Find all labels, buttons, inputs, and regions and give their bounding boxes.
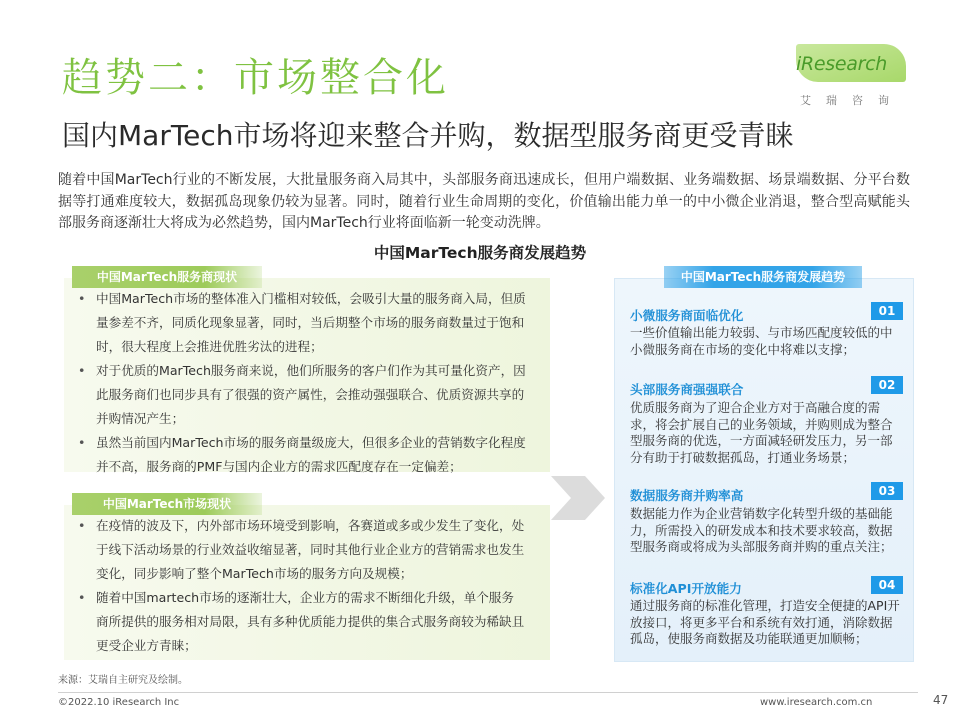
page-subtitle: 国内MarTech市场将迎来整合并购，数据型服务商更受青睐	[62, 119, 794, 152]
bullet-icon: •	[78, 518, 86, 533]
trend-title: 头部服务商强强联合	[630, 382, 744, 397]
bullet-icon: •	[78, 590, 86, 605]
bullet-icon: •	[78, 363, 86, 378]
service-provider-status-list	[76, 287, 526, 479]
bullet-icon: •	[78, 291, 86, 306]
list-item-text: 在疫情的波及下，内外部市场环境受到影响，各赛道或多或少发生了变化，处于线下活动场景的行业效益收缩显著，同时其他行业企业方的营销需求也发生变化，同步影响了整个MarTech市场的服务方向及规模；	[96, 518, 525, 581]
list-item	[76, 514, 526, 586]
list-item	[76, 359, 526, 431]
trend-text: 数据能力作为企业营销数字化转型升级的基础能力，所需投入的研发成本和技术要求较高，数据型服务商或将成为头部服务商并购的重点关注；	[630, 506, 893, 554]
intro-paragraph: 随着中国MarTech行业的不断发展，大批量服务商入局其中，头部服务商迅速成长，但用户端数据、业务端数据、场景端数据、分平台数据等打通难度较大，数据孤岛现象仍较为显著。同时，随着行业生命周期的变化，价值输出能力单一的中小微企业消退，整合型高赋能头部服务商逐渐壮大将成为必然趋势，国内MarTech行业将面临新一轮变动洗牌。	[58, 172, 910, 231]
trend-text: 通过服务商的标准化管理，打造安全便捷的API开放接口，将更多平台和系统有效打通，消除数据孤岛，使服务商数据及功能联通更加顺畅；	[630, 598, 900, 646]
logo-wordmark: iResearch	[796, 53, 888, 75]
bullet-icon: •	[78, 435, 86, 450]
page-number: 47	[933, 693, 949, 707]
market-status-list	[76, 514, 526, 658]
trend-number-badge: 02	[871, 376, 903, 394]
trend-text: 优质服务商为了迎合企业方对于高融合度的需求，将会扩展自己的业务领域，并购则成为整合型服务商的优选，一方面减轻研发压力，另一部分有助于打破数据孤岛，打通业务场景；	[630, 400, 893, 465]
chevron-right-icon	[551, 476, 605, 520]
trend-text: 一些价值输出能力较弱、与市场匹配度较低的中小微服务商在市场的变化中将难以支撑；	[630, 325, 893, 357]
list-item-text: 中国MarTech市场的整体准入门槛相对较低，会吸引大量的服务商入局，但质量参差不齐，同质化现象显著，同时，当后期整个市场的服务商数量过于饱和时，很大程度上会推进优胜劣汰的进程；	[96, 291, 526, 354]
source-note: 来源：艾瑞自主研究及绘制。	[58, 675, 188, 686]
page-title: 趋势二：市场整合化	[62, 55, 449, 101]
trend-title: 标准化API开放能力	[630, 581, 742, 596]
service-provider-status-label: 中国MarTech服务商现状	[72, 266, 262, 288]
list-item-text: 对于优质的MarTech服务商来说，他们所服务的客户们作为其可量化资产，因此服务商们也同步具有了很强的资产属性，会推动强强联合、优质资源共享的并购情况产生；	[96, 363, 526, 426]
trend-title: 数据服务商并购率高	[630, 488, 744, 503]
list-item-text: 随着中国martech市场的逐渐壮大，企业方的需求不断细化升级，单个服务商所提供的服务相对局限，具有多种优质能力提供的集合式服务商较为稀缺且更受企业方青睐；	[96, 590, 525, 653]
trend-number-badge: 01	[871, 302, 903, 320]
iresearch-logo	[796, 44, 916, 112]
trend-number-badge: 03	[871, 482, 903, 500]
trend-title: 小微服务商面临优化	[630, 308, 744, 323]
copyright-text: ©2022.10 iResearch Inc	[58, 697, 180, 708]
list-item	[76, 586, 526, 658]
footer-divider	[58, 692, 918, 693]
list-item	[76, 431, 526, 479]
diagram-title: 中国MarTech服务商发展趋势	[373, 244, 587, 262]
list-item	[76, 287, 526, 359]
website-link[interactable]: www.iresearch.com.cn	[760, 697, 873, 708]
logo-chinese-name: 艾瑞咨询	[800, 94, 904, 107]
list-item-text: 虽然当前国内MarTech市场的服务商量级庞大，但很多企业的营销数字化程度并不高，服务商的PMF与国内企业方的需求匹配度存在一定偏差；	[96, 435, 526, 474]
development-trends-label: 中国MarTech服务商发展趋势	[664, 266, 862, 288]
trend-number-badge: 04	[871, 576, 903, 594]
market-status-label: 中国MarTech市场现状	[72, 493, 262, 515]
